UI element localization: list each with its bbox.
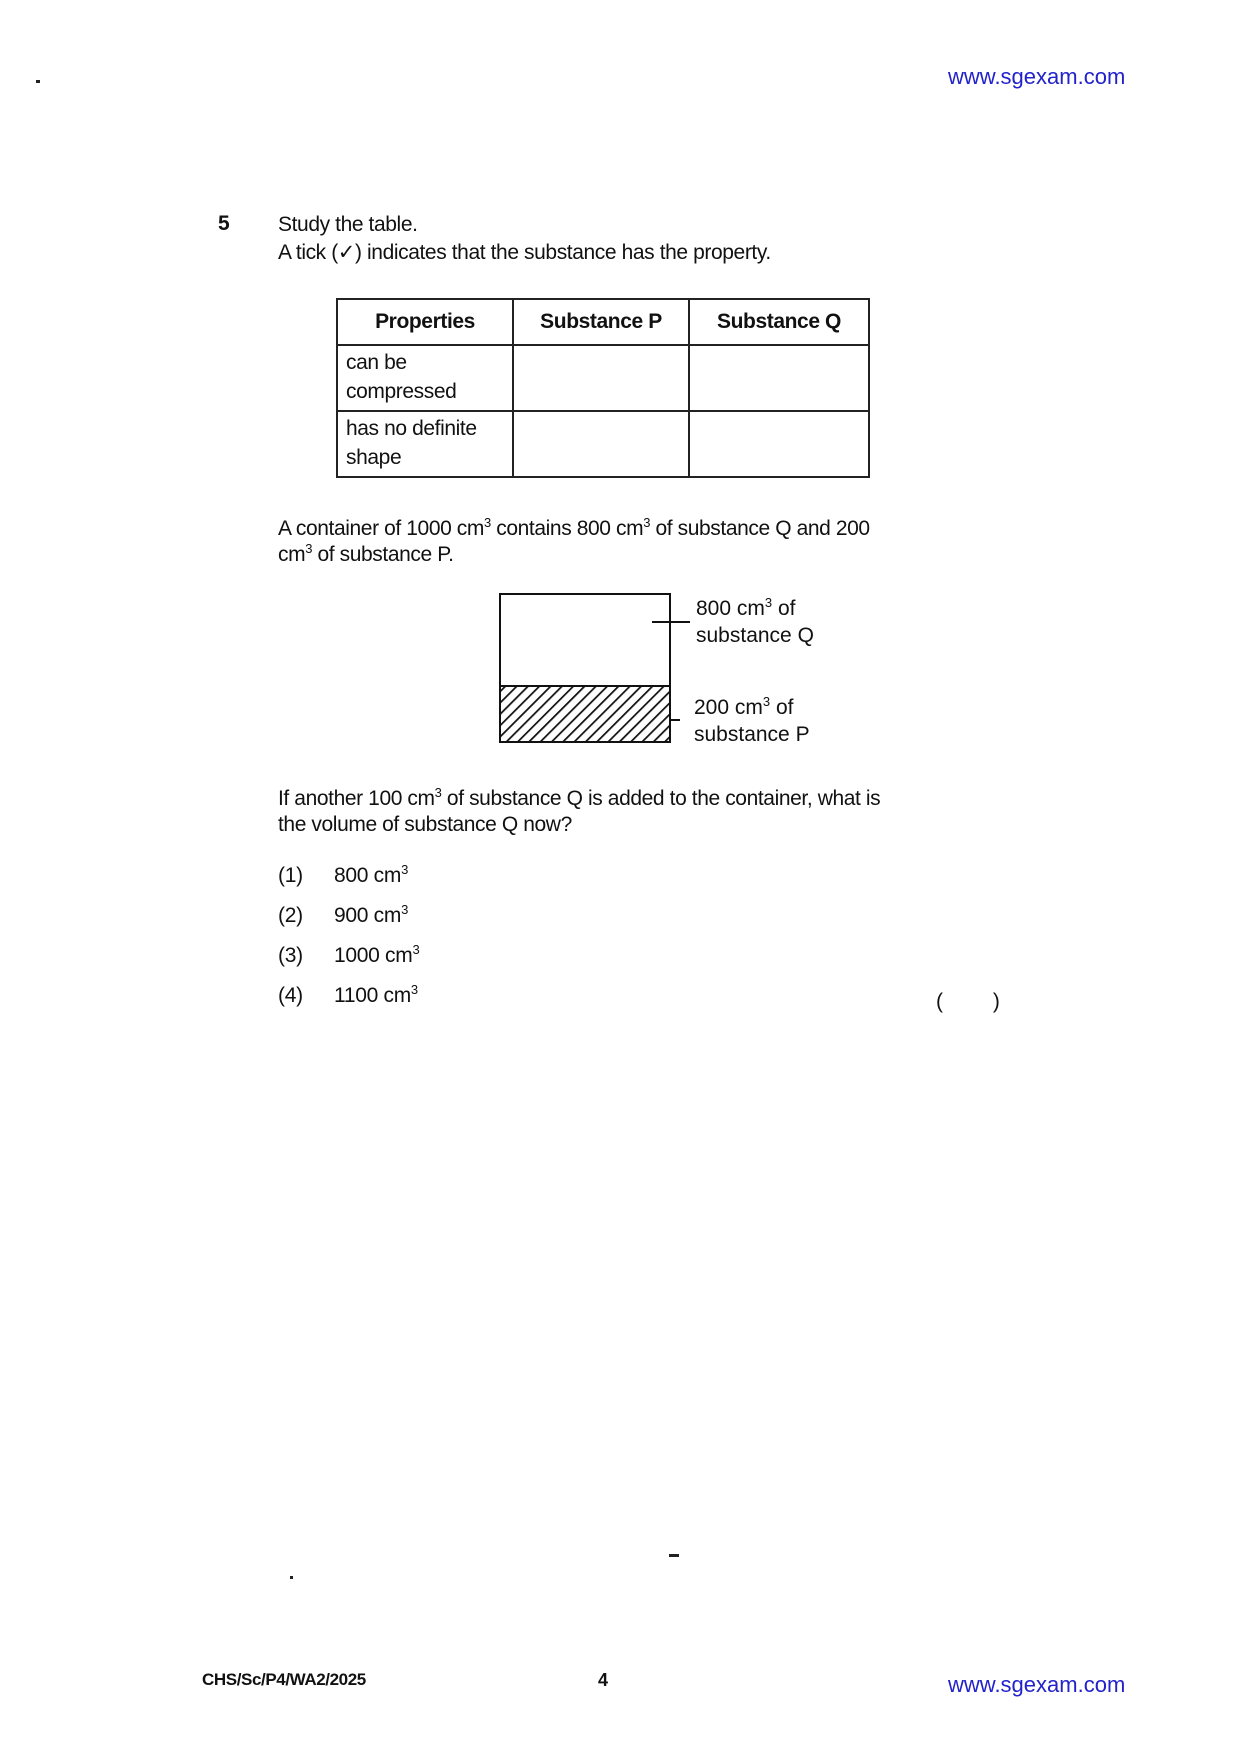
text-segment: A container of 1000 cm (278, 517, 484, 540)
substance-q-region (500, 594, 670, 686)
text-segment: of substance P. (312, 543, 454, 566)
superscript: 3 (412, 942, 420, 957)
header-substance-q: Substance Q (689, 299, 869, 345)
property-text-line2: compressed (346, 380, 457, 403)
intro-line-2: A tick (✓) indicates that the substance has the property. (278, 241, 771, 264)
table-row (337, 345, 869, 411)
header-properties: Properties (337, 299, 513, 345)
properties-table (336, 298, 870, 478)
table-row (337, 411, 869, 477)
scan-speck (669, 1554, 679, 1557)
container-description-line-1 (278, 516, 870, 542)
site-url-top[interactable]: www.sgexam.com (948, 64, 1126, 89)
text-segment: If another 100 cm (278, 787, 435, 810)
option-1[interactable] (278, 864, 408, 888)
substance-q-cell[interactable] (689, 345, 869, 411)
page-number: 4 (598, 1670, 609, 1690)
label-q-line1: 800 $cm^3$ of (696, 595, 796, 620)
container-diagram (480, 586, 840, 756)
superscript: 3 (401, 902, 409, 917)
table-header-row (337, 299, 869, 345)
superscript: 3 (434, 785, 442, 800)
property-text-line1: has no definite (346, 417, 477, 440)
superscript: 3 (484, 515, 491, 530)
option-4[interactable] (278, 984, 418, 1008)
superscript: 3 (305, 541, 313, 556)
text-segment: cm (278, 543, 306, 566)
answer-bracket[interactable]: ( ) (936, 990, 1000, 1013)
option-value: 1100 cm (334, 984, 411, 1007)
option-number: (1) (278, 864, 303, 887)
text-segment: of substance Q and 200 (650, 517, 870, 540)
substance-p-cell[interactable] (513, 411, 689, 477)
label-p-line1: 200 $cm^3$ of (694, 694, 794, 719)
property-text-line1: can be (346, 351, 407, 374)
label-p-line2: substance P (694, 723, 810, 746)
text-segment: of substance Q is added to the container, what is (441, 787, 881, 810)
option-value: 800 cm (334, 864, 402, 887)
intro-line-1: Study the table. (278, 213, 418, 236)
option-2[interactable] (278, 904, 408, 928)
option-value: 900 cm (334, 904, 402, 927)
question-line-1 (278, 786, 880, 812)
scan-speck (290, 1576, 293, 1579)
property-cell (337, 411, 513, 477)
site-url-bottom[interactable]: www.sgexam.com (948, 1672, 1126, 1697)
superscript: 3 (401, 862, 409, 877)
property-text-line2: shape (346, 446, 402, 469)
property-cell (337, 345, 513, 411)
option-value: 1000 cm (334, 944, 413, 967)
question-number: 5 (218, 212, 230, 235)
scan-speck (36, 80, 40, 83)
substance-p-region (500, 686, 670, 742)
option-number: (3) (278, 944, 303, 967)
superscript: 3 (410, 982, 418, 997)
paper-code: CHS/Sc/P4/WA2/2025 (202, 1670, 366, 1689)
option-number: (2) (278, 904, 303, 927)
label-q-line2: substance Q (696, 624, 814, 647)
header-substance-p: Substance P (513, 299, 689, 345)
text-segment: contains 800 cm (490, 517, 644, 540)
option-3[interactable] (278, 944, 419, 968)
option-number: (4) (278, 984, 303, 1007)
substance-q-cell[interactable] (689, 411, 869, 477)
superscript: 3 (643, 515, 651, 530)
question-line-2: the volume of substance Q now? (278, 813, 572, 836)
substance-p-cell[interactable] (513, 345, 689, 411)
container-description-line-2 (278, 542, 454, 568)
